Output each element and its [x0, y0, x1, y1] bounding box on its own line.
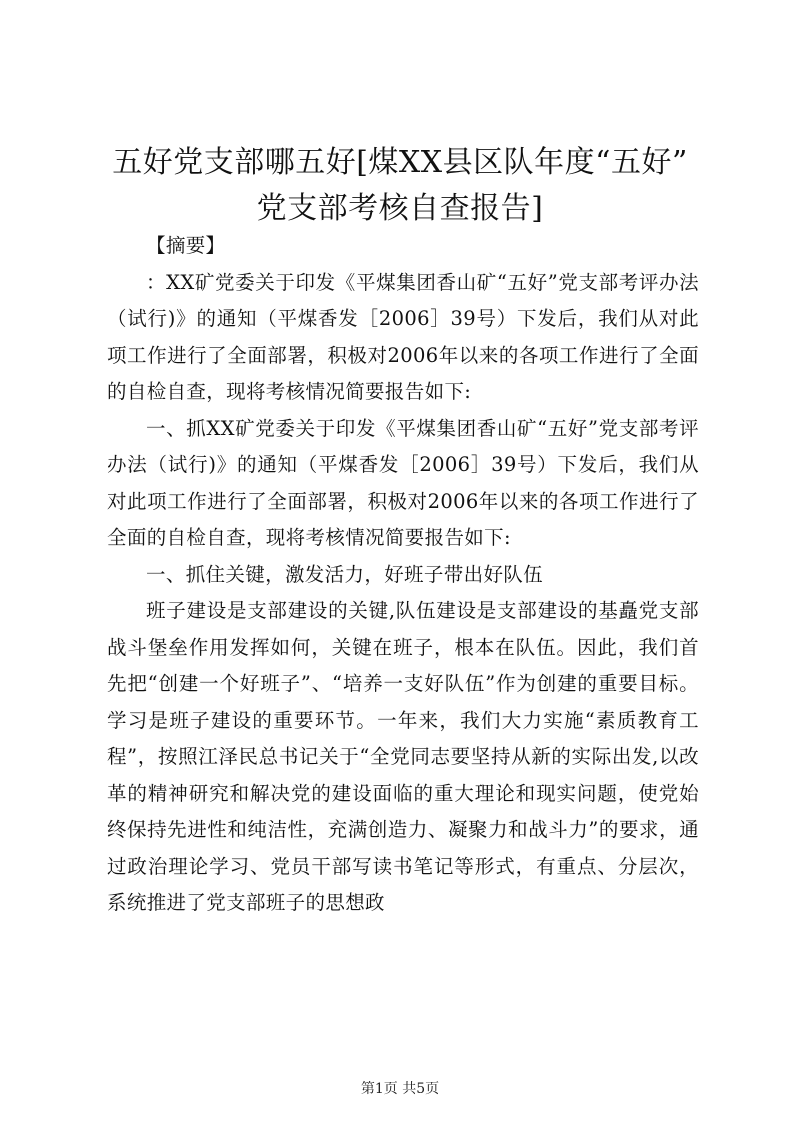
paragraph-intro: ：XX矿党委关于印发《平煤集团香山矿“五好”党支部考评办法（试行)》的通知（平煤香发［2006］39号）下发后，我们从对此项工作进行了全面部署，积极对2006年以来的各项工作进行了全面的自检自查，现将考核情况简要报告如下:: [107, 270, 699, 403]
document-body: [107, 228, 699, 922]
paragraph-team-building: 班子建设是支部建设的关键,队伍建设是支部建设的基矗党支部战斗堡垒作用发挥如何，关键在班子，根本在队伍。因此，我们首先把“创建一个好班子”、“培养一支好队伍”作为创建的重要目标。学习是班子建设的重要环节。一年来，我们大力实施“素质教育工程”，按照江泽民总书记关于“全党同志要坚持从新的实际出发,以改革的精神研究和解决党的建设面临的重大理论和现实问题，使党始终保持先进性和纯洁性，充满创造力、凝聚力和战斗力”的要求，通过政治理论学习、党员干部写读书笔记等形式，有重点、分层次，系统推进了党支部班子的思想政: [107, 599, 699, 914]
page-footer: 第1页 共5页: [360, 1081, 440, 1097]
paragraph-section-repeat: 一、抓XX矿党委关于印发《平煤集团香山矿“五好”党支部考评办法（试行)》的通知（平煤香发［2006］39号）下发后，我们从对此项工作进行了全面部署，积极对2006年以来的各项工作进行了全面的自检自查，现将考核情况简要报告如下:: [107, 416, 699, 549]
document-title-line-1: 五好党支部哪五好[煤XX县区队年度“五好”: [112, 145, 688, 180]
abstract-label: 【摘要】: [146, 234, 226, 257]
document-title-line-2: 党支部考核自查报告]: [256, 191, 544, 226]
section-heading-1: 一、抓住关键，激发活力，好班子带出好队伍: [146, 562, 544, 586]
